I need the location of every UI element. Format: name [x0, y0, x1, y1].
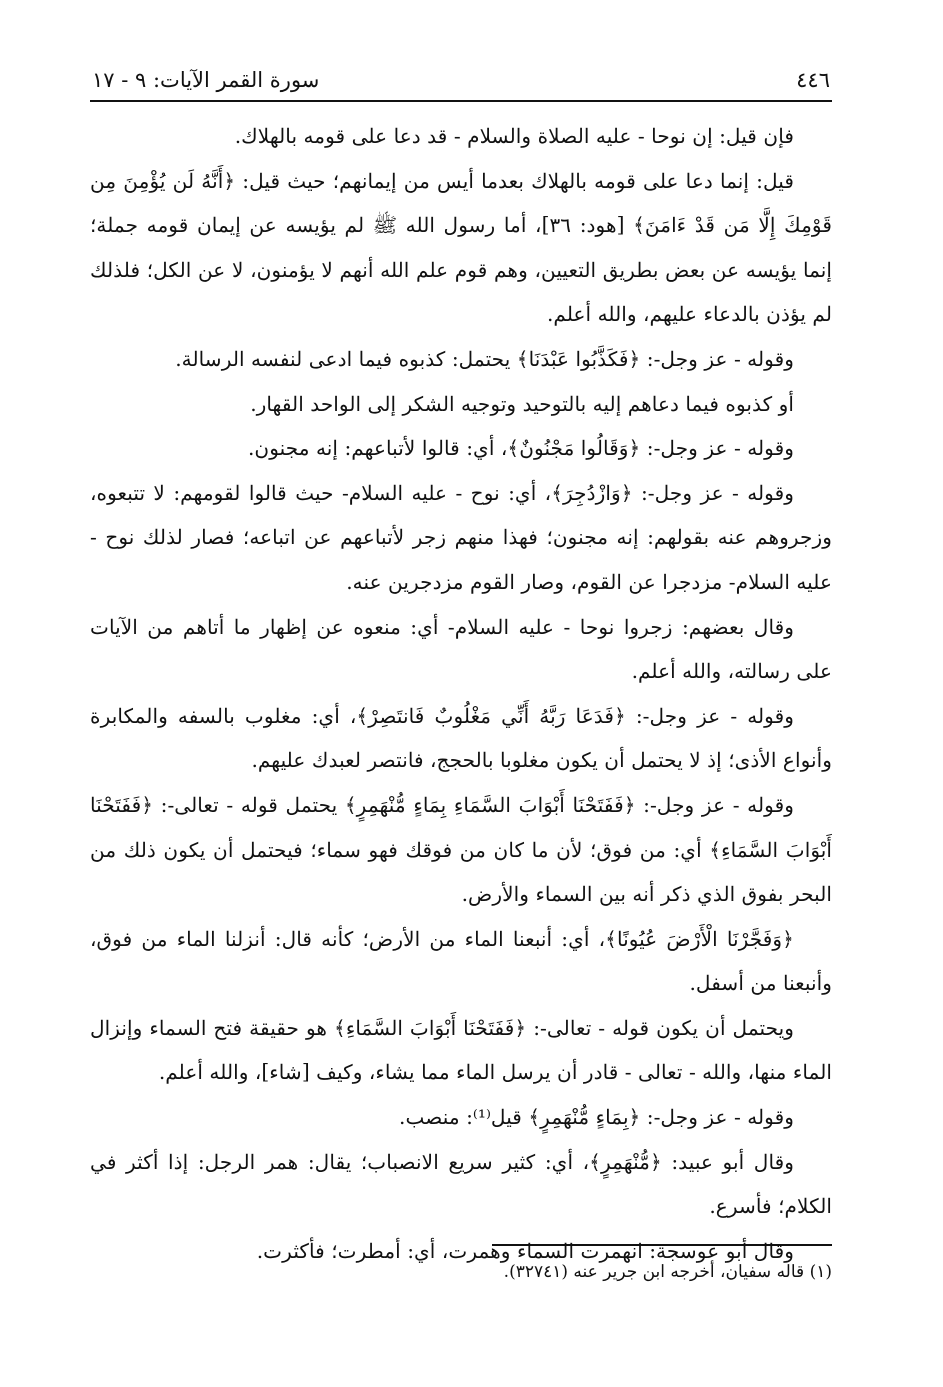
- paragraph: وقوله - عز وجل-: ﴿وَازْدُجِرَ﴾، أي: نوح - عليه السلام- حيث قالوا لقومهم: لا تتبعوه، وزجروهم عنه بقولهم: إنه مجنون؛ فهذا منهم زجر لأتباعهم عن اتباعه؛ فصار لذلك نوح - عليه السلام- مزدجرا عن القوم، وصار القوم مزدجرين عنه.: [90, 480, 832, 594]
- paragraph: فإن قيل: إن نوحا - عليه الصلاة والسلام - قد دعا على قومه بالهلاك.: [234, 124, 794, 148]
- running-title: سورة القمر الآيات: ٩ - ١٧: [92, 68, 320, 92]
- paragraph: وقال أبو عوسجة: انهمرت السماء وهمرت، أي: أمطرت؛ فأكثرت.: [256, 1238, 794, 1263]
- paragraph: وقوله - عز وجل-: ﴿فَدَعَا رَبَّهُ أَنِّي مَغْلُوبٌ فَانتَصِرْ﴾، أي: مغلوب بالسفه والمكابرة وأنواع الأذى؛ إذ لا يحتمل أن يكون مغلوبا بالحجج، فانتصر لعبدك عليهم.: [90, 703, 832, 773]
- paragraph: وقوله - عز وجل-: ﴿وَقَالُوا مَجْنُونٌ﴾، أي: قالوا لأتباعهم: إنه مجنون.: [247, 436, 794, 461]
- paragraph: وقوله - عز وجل-: ﴿بِمَاءٍ مُّنْهَمِرٍ﴾ قيل⁽¹⁾: منصب.: [399, 1105, 794, 1130]
- page-number: ٤٤٦: [796, 68, 830, 92]
- page-header: [90, 58, 832, 102]
- footnote: (١) قاله سفيان، أخرجه ابن جرير عنه (٣٢٧٤١).: [503, 1262, 832, 1282]
- paragraph: قيل: إنما دعا على قومه بالهلاك بعدما أيس من إيمانهم؛ حيث قيل: ﴿أَنَّهُ لَن يُؤْمِنَ مِن قَوْمِكَ إِلَّا مَن قَدْ ءَامَنَ﴾ [هود: ٣٦]، أما رسول الله ﷺ لم يؤيسه عن إيمان قومه جملة؛ إنما يؤيسه عن بعض بطريق التعيين، وهم قوم علم الله أنهم لا يؤمنون، لا عن الكل؛ فلذلك لم يؤذن بالدعاء عليهم، والله أعلم.: [90, 168, 832, 327]
- paragraph: ﴿وَفَجَّرْنَا الْأَرْضَ عُيُونًا﴾، أي: أنبعنا الماء من الأرض؛ كأنه قال: أنزلنا الماء من فوق، وأنبعنا من أسفل.: [90, 926, 832, 996]
- paragraph: وقال أبو عبيد: ﴿مُّنْهَمِرٍ﴾، أي: كثير سريع الانصباب؛ يقال: همر الرجل: إذا أكثر في الكلام؛ فأسرع.: [90, 1149, 832, 1219]
- paragraph: ويحتمل أن يكون قوله - تعالى-: ﴿فَفَتَحْنَا أَبْوَابَ السَّمَاءِ﴾ هو حقيقة فتح السماء وإنزال الماء منها، والله - تعالى - قادر أن يرسل الماء مما يشاء، وكيف [شاء]، والله أعلم.: [90, 1015, 832, 1085]
- paragraph: وقال بعضهم: زجروا نوحا - عليه السلام- أي: منعوه عن إظهار ما أتاهم من الآيات على رسالته، والله أعلم.: [90, 614, 832, 684]
- book-page: [90, 58, 832, 1358]
- paragraph: أو كذبوه فيما دعاهم إليه بالتوحيد وتوجيه الشكر إلى الواحد القهار.: [250, 391, 794, 416]
- main-text: [90, 114, 832, 1273]
- footnote-divider: [492, 1244, 832, 1246]
- paragraph: وقوله - عز وجل-: ﴿فَكَذَّبُوا عَبْدَنَا﴾ يحتمل: كذبوه فيما ادعى لنفسه الرسالة.: [175, 346, 794, 371]
- paragraph: وقوله - عز وجل-: ﴿فَفَتَحْنَا أَبْوَابَ السَّمَاءِ بِمَاءٍ مُّنْهَمِرٍ﴾ يحتمل قوله - تعالى-: ﴿فَفَتَحْنَا أَبْوَابَ السَّمَاءِ﴾ أي: من فوق؛ لأن ما كان من فوقك فهو سماء؛ فيحتمل أن يكون ذلك من البحر بفوق الذي ذكر أنه بين السماء والأرض.: [90, 792, 832, 907]
